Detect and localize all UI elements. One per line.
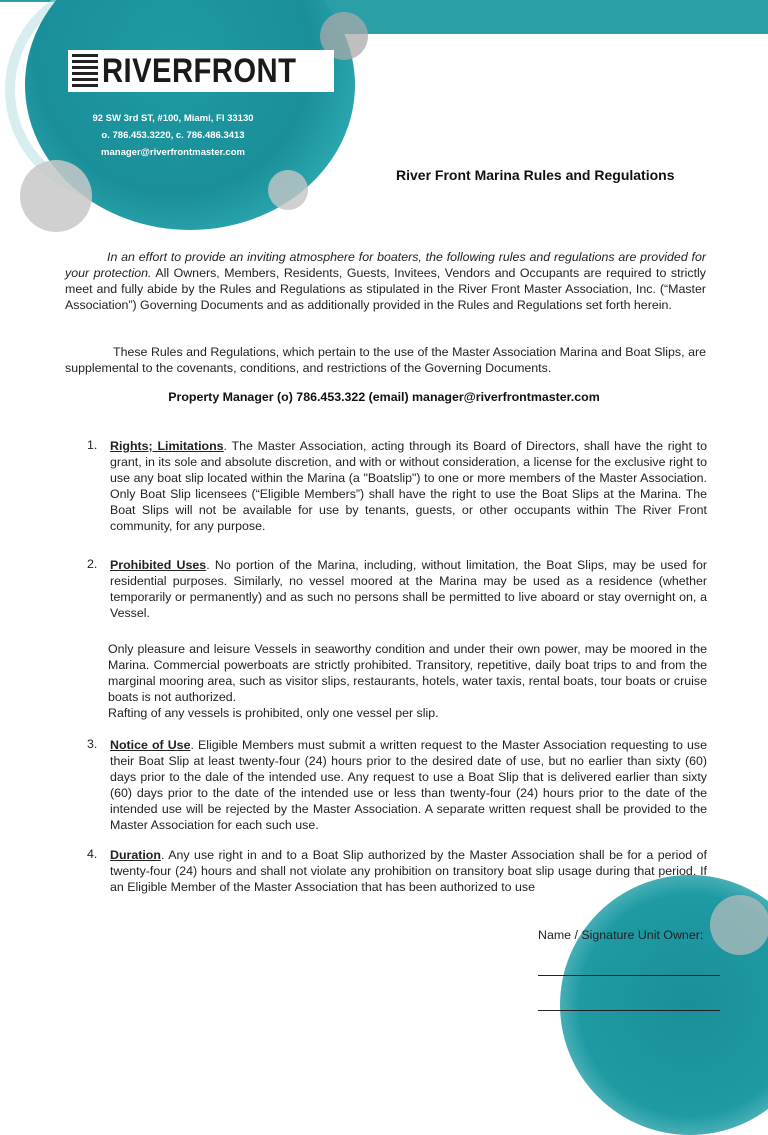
rule-heading: Notice of Use	[110, 738, 191, 752]
logo-wordmark: RIVERFRONT	[102, 51, 297, 90]
rule-number: 4.	[87, 847, 98, 861]
rule-extra-paragraph: Rafting of any vessels is prohibited, only one vessel per slip.	[108, 706, 439, 720]
property-manager-line: Property Manager (o) 786.453.322 (email) manager@riverfrontmaster.com	[168, 390, 600, 404]
email-line: manager@riverfrontmaster.com	[101, 147, 245, 158]
rule-item	[110, 557, 707, 621]
rule-number: 2.	[87, 557, 98, 571]
rule-item	[110, 438, 707, 535]
signature-line[interactable]	[538, 1010, 720, 1011]
document-title: River Front Marina Rules and Regulations	[396, 167, 675, 183]
company-logo	[68, 50, 334, 92]
decorative-grey-circle	[20, 160, 92, 232]
rule-text: . The Master Association, acting through its Board of Directors, shall have the right to grant, in its sole and absolute discretion, and with or without consideration, a license for the exclusive right to use any boat slip located within the Marina (a "Boatslip") to one or more members of the Master Association. Only Boat Slip licensees (“Eligible Members”) shall have the right to use the Boat Slips at the Marina. The Boat Slips will not be available for use by tenants, guests, or other occupants within The River Front community, for any purpose.	[110, 439, 707, 534]
rule-text: . Eligible Members must submit a written request to the Master Association requesting to use their Boat Slip at least twenty-four (24) hours prior to the desired date of use, but no earlier than sixty (60) days prior to the dale of the intended use. Any request to use a Boat Slip that is delivered earlier than sixty (60) days prior to the date of the intended use or less than twenty-four (24) hours prior to the date of the intended use will be rejected by the Master Association. A separate written request shall be provided to the Master Association for each such use.	[110, 738, 707, 833]
rule-item	[110, 737, 707, 834]
rule-number: 3.	[87, 737, 98, 751]
supplemental-paragraph	[65, 344, 706, 376]
intro-italic: In an effort to provide an inviting atmosphere for boaters, the following rules and regulations are provided for your protection.	[65, 250, 706, 280]
intro-paragraph	[65, 249, 706, 313]
rule-text: . Any use right in and to a Boat Slip authorized by the Master Association shall be for a period of twenty-four (24) hours and shall not violate any prohibition on transitory boat slip usage during that period. If an Eligible Member of the Master Association that has been authorized to use	[110, 848, 707, 895]
address-line: 92 SW 3rd ST, #100, Miami, Fl 33130	[92, 113, 254, 124]
rule-text: . No portion of the Marina, including, without limitation, the Boat Slips, may be used for residential purposes. Similarly, no vessel moored at the Marina may be used as a residence (whether temporarily or permanently) and as such no persons shall be permitted to live aboard or stay overnight on, a Vessel.	[110, 558, 708, 621]
supplemental-text: These Rules and Regulations, which pertain to the use of the Master Association Marina and Boat Slips, are supplemental to the covenants, conditions, and restrictions of the Governing Documents.	[65, 345, 706, 375]
phone-line: o. 786.453.3220, c. 786.486.3413	[101, 130, 245, 141]
signature-label: Name / Signature Unit Owner:	[538, 928, 704, 942]
rule-heading: Rights; Limitations	[110, 439, 224, 453]
rule-number: 1.	[87, 438, 98, 452]
decorative-grey-circle	[710, 895, 768, 955]
logo-stripes-icon	[72, 54, 98, 88]
intro-text: All Owners, Members, Residents, Guests, Invitees, Vendors and Occupants are required to strictly meet and fully abide by the Rules and Regulations as stipulated in the River Front Master Association, Inc. (“Master Association”) Governing Documents and as additionally provided in the Rules and Regulations set forth herein.	[65, 266, 707, 312]
rule-extra-paragraph: Only pleasure and leisure Vessels in seaworthy condition and under their own power, may be moored in the Marina. Commercial powerboats are strictly prohibited. Transitory, repetitive, daily boat trips to and from the marginal mooring area, such as visitor slips, restaurants, hotels, water taxis, rental boats, tour boats or cruise boats is not authorized.	[108, 642, 707, 705]
rule-heading: Duration	[110, 848, 161, 862]
decorative-grey-circle	[268, 170, 308, 210]
signature-line[interactable]	[538, 975, 720, 976]
letterhead-address	[66, 110, 280, 161]
rule-heading: Prohibited Uses	[110, 558, 207, 572]
rule-item	[110, 847, 707, 895]
